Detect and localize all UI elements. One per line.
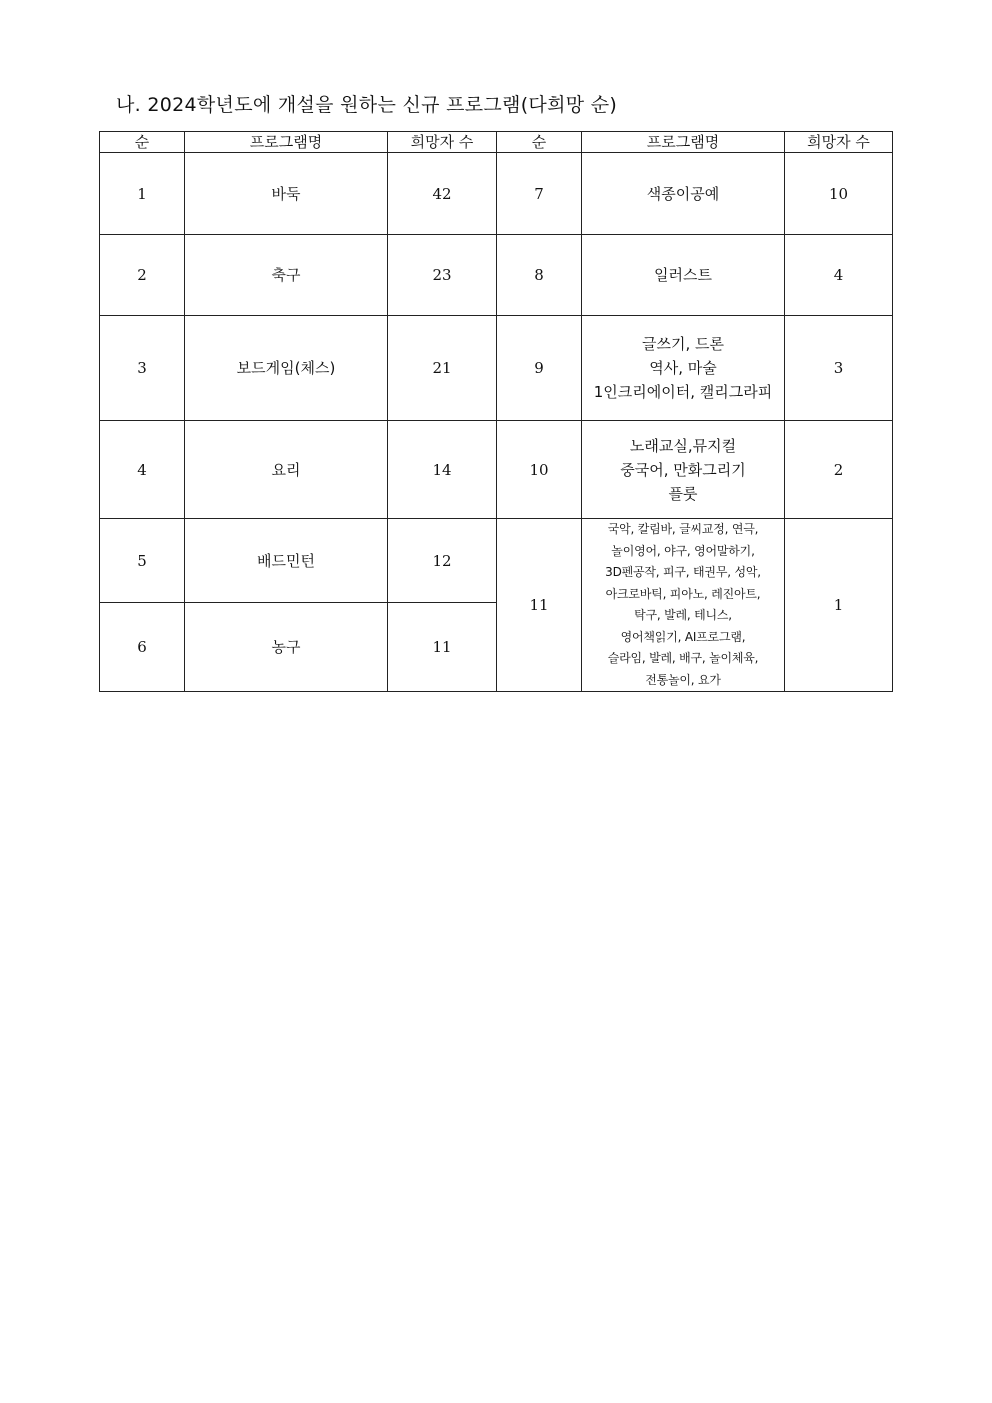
count-cell: 3 <box>785 316 893 421</box>
program-name-line: 글쓰기, 드론 <box>642 335 724 353</box>
program-name-cell <box>582 316 785 421</box>
count-cell: 14 <box>388 421 497 519</box>
count-cell: 23 <box>388 235 497 316</box>
program-name-cell: 농구 <box>185 603 388 692</box>
program-name-cell: 배드민턴 <box>185 519 388 603</box>
program-name-line: 역사, 마술 <box>649 359 717 377</box>
new-programs-table <box>99 131 893 692</box>
program-name-line: 플룻 <box>668 484 698 503</box>
rank-cell: 2 <box>100 235 185 316</box>
program-name-line: 영어책읽기, AI프로그램, <box>620 629 746 644</box>
count-cell: 21 <box>388 316 497 421</box>
count-cell: 4 <box>785 235 893 316</box>
count-cell: 2 <box>785 421 893 519</box>
program-name-cell: 보드게임(체스) <box>185 316 388 421</box>
program-name-line: 노래교실,뮤지컬 <box>629 436 737 455</box>
header-applicant-count: 희망자 수 <box>785 132 893 153</box>
header-program-name: 프로그램명 <box>185 132 388 153</box>
rank-cell: 9 <box>497 316 582 421</box>
count-cell: 1 <box>785 519 893 692</box>
program-name-cell <box>582 421 785 519</box>
rank-cell: 3 <box>100 316 185 421</box>
count-cell: 42 <box>388 153 497 235</box>
program-name-line: 1인크리에이터, 캘리그라피 <box>593 383 773 401</box>
rank-cell: 11 <box>497 519 582 692</box>
count-cell: 11 <box>388 603 497 692</box>
program-name-cell <box>582 153 785 235</box>
program-name-line: 슬라임, 발레, 배구, 놀이체육, <box>607 651 759 665</box>
program-name-line: 전통놀이, 요가 <box>645 672 721 687</box>
header-rank: 순 <box>497 132 582 153</box>
rank-cell: 1 <box>100 153 185 235</box>
rank-cell: 4 <box>100 421 185 519</box>
program-name-line: 놀이영어, 야구, 영어말하기, <box>611 543 755 558</box>
rank-cell: 6 <box>100 603 185 692</box>
program-name-cell: 요리 <box>185 421 388 519</box>
header-program-name: 프로그램명 <box>582 132 785 153</box>
program-name-line: 국악, 칼림바, 글씨교정, 연극, <box>607 522 759 536</box>
table-row <box>100 235 893 316</box>
table-header-row <box>100 132 893 153</box>
program-name-line: 일러스트 <box>654 266 712 284</box>
rank-cell: 8 <box>497 235 582 316</box>
header-rank: 순 <box>100 132 185 153</box>
table-row <box>100 421 893 519</box>
program-name-cell: 축구 <box>185 235 388 316</box>
table-row <box>100 519 893 603</box>
rank-cell: 7 <box>497 153 582 235</box>
section-heading: 나. 2024학년도에 개설을 원하는 신규 프로그램(다희망 순) <box>116 94 618 116</box>
program-name-line: 중국어, 만화그리기 <box>620 460 746 479</box>
program-name-line: 3D펜공작, 피구, 태권무, 성악, <box>605 565 761 579</box>
rank-cell: 10 <box>497 421 582 519</box>
program-name-line: 색종이공예 <box>646 184 720 203</box>
table-row <box>100 316 893 421</box>
program-name-cell <box>582 235 785 316</box>
program-name-cell: 바둑 <box>185 153 388 235</box>
rank-cell: 5 <box>100 519 185 603</box>
count-cell: 10 <box>785 153 893 235</box>
table-row <box>100 153 893 235</box>
program-name-line: 아크로바틱, 피아노, 레진아트, <box>605 586 761 601</box>
program-name-line: 탁구, 발레, 테니스, <box>634 608 732 622</box>
header-applicant-count: 희망자 수 <box>388 132 497 153</box>
count-cell: 12 <box>388 519 497 603</box>
program-name-cell <box>582 519 785 692</box>
